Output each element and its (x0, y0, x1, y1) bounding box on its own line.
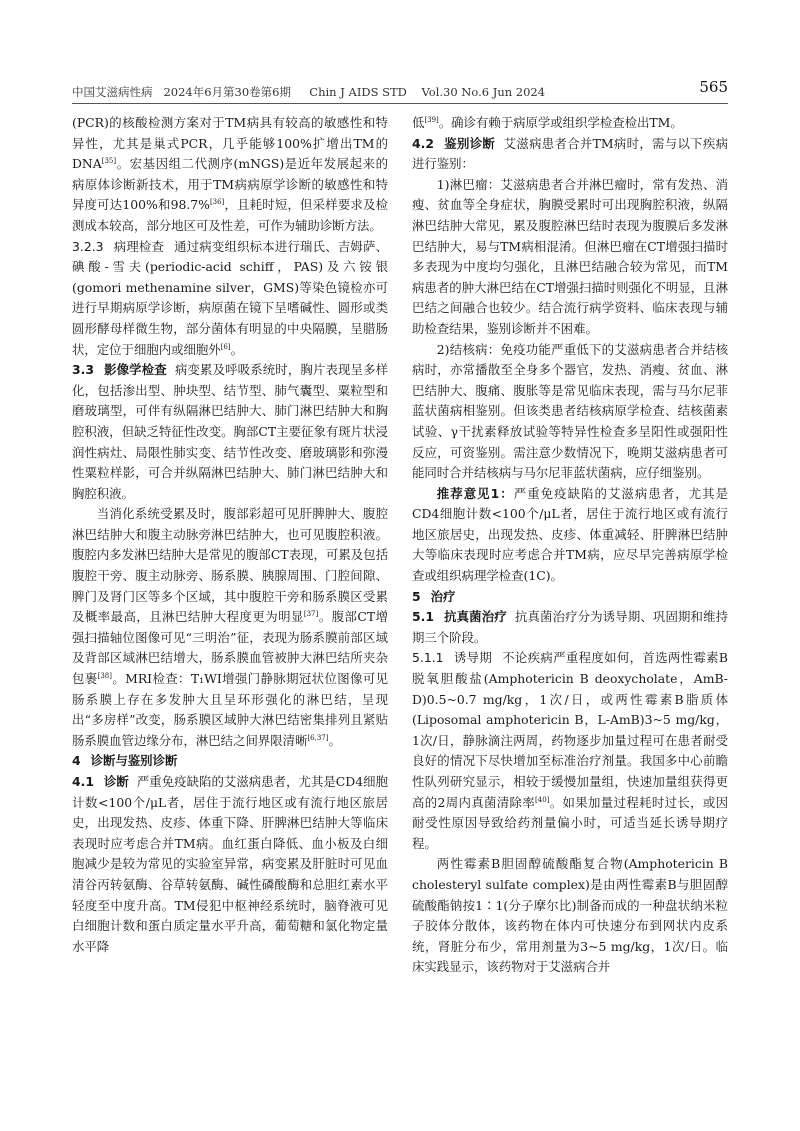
section-number: 5.1 (412, 609, 434, 625)
section-title: 病理检查 (113, 238, 165, 254)
section-number: 4.1 (72, 774, 94, 789)
paragraph-abcd: 两性霉素B胆固醇硫酸酯复合物(Amphotericin B cholesteryl sulfate complex)是由两性霉素B与胆固醇硫酸酯钠按1∶1(分子摩尔比)制备而成的一种盘状纳米粒子胶体分散体，该药物在体内可快速分布到网状内皮系统，肾脏分布少，常用剂量为3~5 mg/kg，1次/日。临床实践显示，该药物对于艾滋病合并 (412, 856, 728, 975)
citation: [37] (303, 610, 319, 619)
left-column (72, 113, 388, 957)
section-number: 4.2 (412, 135, 434, 151)
section-4 (72, 751, 388, 772)
section-5 (412, 587, 728, 608)
header-journal-info (72, 84, 545, 100)
citation: [39] (424, 115, 439, 124)
right-column (412, 113, 728, 978)
section-title: 影像学检查 (103, 362, 167, 378)
section-number: 5 (412, 588, 421, 604)
section-number: 5.1.1 (412, 650, 444, 666)
section-4-1: 4.1 诊断 严重免疫缺陷的艾滋病患者，尤其是CD4细胞计数<100个/μL者，居住于流行地区或有流行地区旅居史，出现发热、皮疹、体重下降、肝脾淋巴结肿大等临床表现时应考虑合并TM病。血红蛋白降低、血小板及白细胞减少是较为常见的实验室异常，病变累及肝脏时可见血清谷丙转氨酶、谷草转氨酶、碱性磷酸酶和总胆红素水平轻度至中度升高。TM侵犯中枢神经系统时，脑脊液可见白细胞计数和蛋白质定量水平升高，葡萄糖和氯化物定量水平降 (72, 774, 388, 954)
section-title: 鉴别诊断 (443, 135, 496, 151)
section-number: 4 (72, 753, 81, 769)
citation: [40] (535, 795, 550, 804)
citation: [38] (97, 671, 112, 680)
paragraph-continued: 低[39]。确诊有赖于病原学或组织学检查检出TM。 (412, 115, 683, 130)
differential-tuberculosis: 2)结核病：免疫功能严重低下的艾滋病患者合并结核病时，亦常播散至全身多个器官，发热、消瘦、贫血、淋巴结肿大、腹痛、腹胀等是常见临床表现，需与马尔尼菲蓝状菌病相鉴别。但该类患者结核病原学检查、结核菌素试验、γ干扰素释放试验等特异性检查多呈阳性或强阳性反应，可资鉴别。需注意少数情况下，晚期艾滋病患者可能同时合并结核病与马尔尼菲蓝状菌病，应仔细鉴别。 (412, 341, 728, 481)
citation: [6,37] (307, 733, 329, 742)
citation: [35] (101, 157, 117, 166)
differential-lymphoma: 1)淋巴瘤：艾滋病患者合并淋巴瘤时，常有发热、消瘦、贫血等全身症状，胸膜受累时可出现胸腔积液，纵隔淋巴结肿大常见，累及腹腔淋巴结时表现为腹膜后多发淋巴结肿大，易与TM病相混淆。但淋巴瘤在CT增强扫描时多表现为中度均匀强化，且淋巴结融合较为常见，而TM病患者的肿大淋巴结在CT增强扫描时则强化不明显，且淋巴结之间融合也较少。结合流行病学资料、临床表现与辅助检查结果，鉴别诊断并不困难。 (412, 176, 728, 336)
section-title: 诊断 (103, 774, 129, 789)
header-rule (72, 103, 728, 104)
issue-date-cn: 2024年6月第30卷第6期 (163, 85, 292, 99)
section-3-3: 3.3 影像学检查 病变累及呼吸系统时，胸片表现呈多样化，包括渗出型、肿块型、结节型、肺气囊型、粟粒型和磨玻璃型，可伴有纵隔淋巴结肿大、肺门淋巴结肿大和胸腔积液，但缺乏特征性改变。胸部CT主要征象有斑片状浸润性病灶、局限性肺实变、结节性改变、磨玻璃影和弥漫性粟粒样影，可合并纵隔淋巴结肿大、肺门淋巴结肿大和胸腔积液。 (72, 362, 388, 501)
journal-name-cn: 中国艾滋病性病 (72, 85, 153, 99)
section-title: 抗真菌治疗 (443, 609, 507, 625)
recommendation-1: 推荐意见1：严重免疫缺陷的艾滋病患者，尤其是CD4细胞计数<100个/μL者，居住于流行地区或有流行地区旅居史，出现发热、皮疹、体重减轻、肝脾淋巴结肿大等临床表现时应考虑合并TM病，应尽早完善病原学检查或组织病理学检查(1C)。 (412, 485, 728, 584)
citation: [6] (220, 342, 231, 351)
volume-en: Vol.30 No.6 Jun 2024 (421, 85, 546, 99)
section-5-1-1: 5.1.1 诱导期 不论疾病严重程度如何，首选两性霉素B脱氧胆酸盐(Amphotericin B deoxycholate，AmB-D)0.5~0.7 mg/kg，1次/日，或两性霉素B脂质体(Liposomal amphotericin B，L-AmB)3~5 mg/kg，1次/日，静脉滴注两周，药物逐步加量过程可在患者耐受良好的情况下尽快增加至标准治疗剂量。我国多中心前瞻性队列研究显示，相较于缓慢加量组，快速加量组获得更高的2周内真菌清除率[40]。如果加量过程耗时过长，或因耐受性原因导致给药剂量偏小时，可适当延长诱导期疗程。 (412, 650, 728, 851)
journal-name-en: Chin J AIDS STD (309, 85, 407, 99)
section-title: 诱导期 (453, 650, 493, 666)
paragraph-digestive: 当消化系统受累及时，腹部彩超可见肝脾肿大、腹腔淋巴结肿大和腹主动脉旁淋巴结肿大，也可见腹腔积液。腹腔内多发淋巴结肿大是常见的腹部CT表现，可累及包括腹腔干旁、腹主动脉旁、肠系膜、胰腺周围、门腔间隙、脾门及肾门区等多个区域，其中腹腔干旁和肠系膜区受累及概率最高，且淋巴结肿大程度更为明显[37]。腹部CT增强扫描轴位图像可见“三明治”征，表现为肠系膜前部区域及背部区域淋巴结增大，肠系膜血管被肿大淋巴结所夹杂包裹[38]。MRI检查：T₁WI增强门静脉期冠状位图像可见肠系膜上存在多发肿大且呈环形强化的淋巴结，呈现出“多房样”改变，肠系膜区域肿大淋巴结密集排列且紧贴肠系膜血管边缘分布，淋巴结之间界限清晰[6,37]。 (72, 506, 389, 748)
section-4-2: 4.2 鉴别诊断 艾滋病患者合并TM病时，需与以下疾病进行鉴别： (412, 135, 728, 172)
section-title: 治疗 (430, 588, 456, 604)
section-3-2-3: 3.2.3 病理检查 通过病变组织标本进行瑞氏、吉姆萨、碘酸-雪夫(periodic-acid schiff，PAS)及六铵银(gomori methenamine silver，GMS)等染色镜检亦可进行早期病原学诊断，病原菌在镜下呈嗜碱性、圆形或类圆形酵母样微生物，部分菌体有明显的中央隔膜，呈腊肠状，定位于细胞内或细胞外[6]。 (72, 238, 388, 357)
section-number: 3.3 (72, 362, 94, 378)
paragraph-molecular: (PCR)的核酸检测方案对于TM病具有较高的敏感性和特异性，尤其是巢式PCR，几乎能够100%扩增出TM的DNA[35]。宏基因组二代测序(mNGS)是近年发展起来的病原体诊断新技术，用于TM病病原学诊断的敏感性和特异度可达100%和98.7%[36]，且耗时短，但采样要求及检测成本较高，部分地区可及性差，可作为辅助诊断方法。 (72, 115, 388, 233)
section-title: 诊断与鉴别诊断 (90, 753, 178, 769)
recommendation-label: 推荐意见1： (436, 485, 514, 501)
citation: [36] (209, 198, 225, 207)
page-number: 565 (699, 78, 728, 96)
section-5-1: 5.1 抗真菌治疗 抗真菌治疗分为诱导期、巩固期和维持期三个阶段。 (412, 609, 728, 645)
section-number: 3.2.3 (72, 238, 104, 254)
running-header (72, 80, 728, 102)
